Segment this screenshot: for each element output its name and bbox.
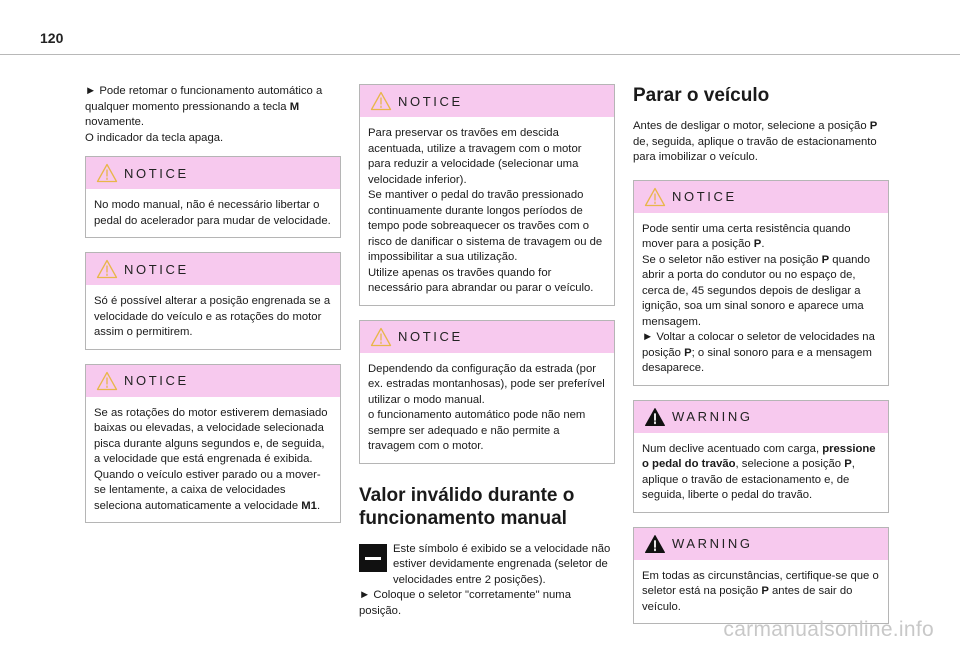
notice-box <box>85 364 341 524</box>
warning-box-header <box>634 528 888 560</box>
bold-text: P <box>761 585 769 597</box>
section-body <box>359 542 615 620</box>
notice-box-title: NOTICE <box>124 261 189 277</box>
header-divider <box>0 54 960 55</box>
text-run: . <box>761 238 765 250</box>
paragraph <box>359 542 615 589</box>
paragraph <box>85 84 341 131</box>
notice-box <box>633 180 889 386</box>
warning-triangle-outline-icon <box>96 163 118 183</box>
warning-box-header <box>634 401 888 433</box>
warning-triangle-filled-icon <box>644 534 666 554</box>
box-paragraph <box>94 406 332 468</box>
notice-box-title: NOTICE <box>672 189 737 204</box>
text-run: Em todas as circunstâncias, certifique-se que o seletor está na posição <box>642 569 879 597</box>
text-run: Num declive acentuado com carga, <box>642 442 823 455</box>
section-title: Parar o veículo <box>633 85 770 106</box>
text-run: Para preservar os travões em descida acentuada, utilize a travagem com o motor para reduzir a velocidade (selecionar uma velocidade inferior). <box>368 127 582 186</box>
text-run: Dependendo da configuração da estrada (por ex. estradas montanhosas), pode ser preferível utilizar o modo manual. <box>368 362 605 406</box>
notice-box-title: NOTICE <box>398 329 463 344</box>
warning-box <box>633 527 889 625</box>
text-run: ► Voltar a colocar o seletor de velocidades na posição <box>642 331 875 359</box>
notice-box-header <box>86 157 340 189</box>
notice-box-body <box>86 397 340 523</box>
text-run: O indicador da tecla apaga. <box>85 131 224 144</box>
box-paragraph <box>94 468 332 515</box>
box-paragraph <box>642 253 880 331</box>
notice-box-body <box>360 353 614 463</box>
watermark: carmanualsonline.info <box>723 618 934 641</box>
text-run: antes de sair do veículo. <box>642 585 853 613</box>
warning-box <box>633 400 889 513</box>
text-run: Pode sentir uma certa resistência quando mover para a posição <box>642 222 851 250</box>
paragraph <box>85 131 341 147</box>
box-paragraph <box>368 362 606 409</box>
text-run: Quando o veículo estiver parado ou a mover-se lentamente, a caixa de velocidades seleciona automaticamente a velocidade <box>94 468 321 512</box>
box-paragraph <box>642 442 880 504</box>
text-run: , aplique o travão de estacionamento e, de seguida, liberte o pedal do travão. <box>642 458 855 501</box>
warning-triangle-outline-icon <box>96 371 118 391</box>
paragraph <box>633 119 889 166</box>
notice-box-body <box>86 285 340 349</box>
bold-text: P <box>821 253 830 266</box>
notice-box-title: NOTICE <box>124 165 189 181</box>
text-run: quando abrir a porta do condutor ou no espaço de, cerca de, 45 segundos depois de desligar a ignição, soa um sinal sonoro e aparece uma mensagem. <box>642 253 870 328</box>
notice-box <box>85 156 341 238</box>
paragraph <box>359 588 615 619</box>
bold-text: P <box>684 346 692 359</box>
page-number: 120 <box>40 30 64 46</box>
notice-box-header <box>86 365 340 397</box>
notice-box-header <box>86 253 340 285</box>
warning-triangle-outline-icon <box>370 91 392 111</box>
notice-box <box>359 320 615 464</box>
box-paragraph <box>368 188 606 266</box>
box-paragraph <box>368 266 606 297</box>
box-paragraph <box>368 408 606 455</box>
notice-box-header <box>360 321 614 353</box>
warning-triangle-outline-icon <box>96 259 118 279</box>
box-paragraph <box>642 222 880 253</box>
notice-box <box>359 84 615 306</box>
text-run: Se as rotações do motor estiverem demasiado baixas ou elevadas, a velocidade selecionada pisca durante alguns segundos e, de seguida, a velocidade que está engrenada é exibida. <box>94 406 328 465</box>
box-paragraph <box>368 126 606 188</box>
text-run: o funcionamento automático pode não nem sempre ser adequado e não permite a travagem com o motor. <box>368 409 586 452</box>
text-run: Se o seletor não estiver na posição <box>642 253 822 266</box>
warning-box-title: WARNING <box>672 536 753 551</box>
bold-text: M1 <box>301 499 317 512</box>
notice-box-body <box>86 189 340 237</box>
column-1 <box>85 84 341 537</box>
text-run: ► Pode retomar o funcionamento automático a qualquer momento pressionando a tecla <box>85 85 323 113</box>
bold-text: P <box>753 238 762 250</box>
bold-text: M <box>289 100 300 113</box>
intro-text <box>85 84 341 146</box>
text-run: de, seguida, aplique o travão de estacionamento para imobilizar o veículo. <box>633 135 877 163</box>
text-run: Antes de desligar o motor, selecione a posição <box>633 120 870 132</box>
warning-triangle-outline-icon <box>370 327 392 347</box>
section-title: Valor inválido durante o funcionamento manual <box>359 484 575 529</box>
text-run: Se mantiver o pedal do travão pressionado continuamente durante longos períodos de tempo pode sobreaquecer os travões com o risco de danificar o sistema de travagem ou de impossibilitar a sua utilização. <box>368 189 603 263</box>
notice-box <box>85 252 341 350</box>
text-run: Só é possível alterar a posição engrenada se a velocidade do veículo e as rotações do motor assim o permitirem. <box>94 295 331 338</box>
text-run: ► Coloque o seletor "corretamente" numa posição. <box>359 589 571 617</box>
text-run: novamente. <box>85 116 145 128</box>
column-2 <box>359 84 615 619</box>
notice-box-title: NOTICE <box>124 373 189 388</box>
warning-box-body <box>634 433 888 512</box>
text-run: ; o sinal sonoro para e a mensagem desaparece. <box>642 346 872 374</box>
column-3 <box>633 84 889 638</box>
box-paragraph <box>94 294 332 341</box>
warning-box-title: WARNING <box>672 409 753 424</box>
warning-triangle-outline-icon <box>644 187 666 207</box>
bold-text: P <box>869 120 878 132</box>
text-run: . <box>316 499 321 512</box>
gear-invalid-indicator-icon <box>359 544 387 572</box>
text-run: , selecione a posição <box>735 458 845 470</box>
notice-box-title: NOTICE <box>398 93 463 109</box>
box-paragraph <box>642 569 880 616</box>
notice-box-body <box>360 117 614 305</box>
bold-text: pressione o pedal do travão <box>642 442 876 470</box>
warning-box-body <box>634 560 888 624</box>
bold-text: P <box>844 458 852 470</box>
box-paragraph <box>642 330 880 377</box>
notice-box-header <box>360 85 614 117</box>
notice-box-header <box>634 181 888 213</box>
warning-triangle-filled-icon <box>644 407 666 427</box>
box-paragraph <box>94 198 332 229</box>
text-run: Utilize apenas os travões quando for necessário para abrandar ou parar o veículo. <box>368 266 594 294</box>
notice-box-body <box>634 213 888 385</box>
text-run: Este símbolo é exibido se a velocidade não estiver devidamente engrenada (seletor de velocidades entre 2 posições). <box>393 542 611 586</box>
text-run: No modo manual, não é necessário libertar o pedal do acelerador para mudar de velocidade. <box>94 199 331 227</box>
